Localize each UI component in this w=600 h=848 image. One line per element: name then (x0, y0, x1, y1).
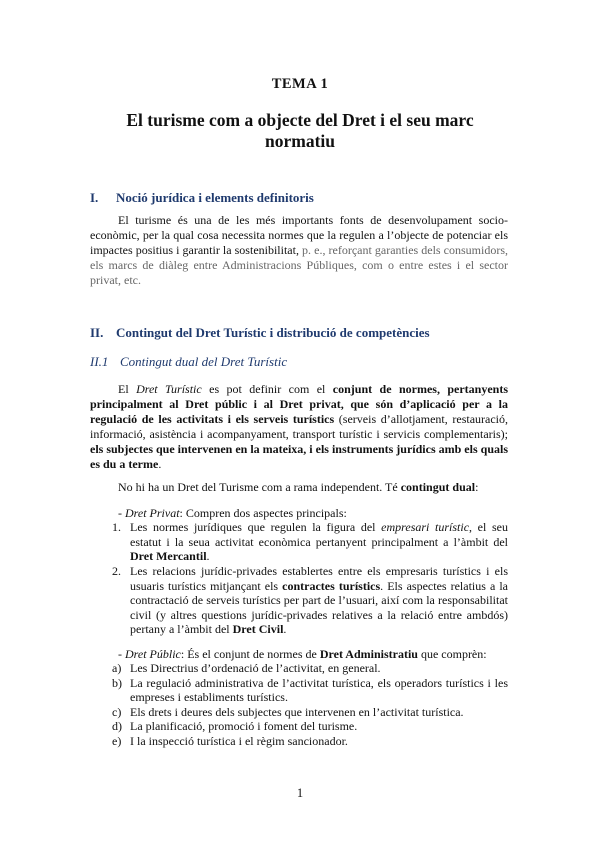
page-number: 1 (296, 786, 304, 800)
list-item-text: La regulació administrativa de l’activitat turística, els operadors turístics i les empreses i establiments turístics. (130, 675, 508, 704)
dret-public-label: - Dret Públic (118, 647, 181, 661)
list-marker: d) (112, 719, 122, 733)
definition-paragraph (90, 382, 508, 472)
list-item (112, 676, 508, 705)
text-run: (serveis d’allotjament, restauració, informació, asistència i acompanyament, transport turístic i servicis complementaris); (90, 412, 509, 441)
text-run: : Compren dos aspectes principals: (179, 506, 347, 520)
bold-term: contractes turístics (282, 578, 381, 593)
section-1-paragraph (90, 213, 508, 288)
text-run: . (158, 457, 162, 471)
text-run: . (206, 549, 210, 563)
text-run: Les normes jurídiques que regulen la figura del (130, 520, 382, 534)
dual-content-paragraph (90, 480, 508, 495)
bold-term: Dret Mercantil (130, 549, 207, 563)
dret-public-list (112, 661, 508, 748)
dret-public-intro (118, 647, 508, 662)
text-run: : (475, 480, 479, 494)
section-2-heading (90, 325, 520, 341)
bold-term: Dret Civil (232, 622, 284, 636)
bold-definition: conjunt de normes, pertanyents principalment al Dret públic i al Dret privat, que són d’aplicació per a la regulació de les activitats i els serveis turístics (90, 382, 509, 426)
section-1-title: Noció jurídica i elements definitoris (116, 190, 314, 205)
list-item-text: Les Directrius d’ordenació de l’activitat, en general. (130, 661, 381, 675)
list-item-text: La planificació, promoció i foment del turisme. (130, 719, 358, 733)
text-run: El (118, 382, 137, 396)
list-item (112, 520, 508, 564)
list-marker: b) (112, 675, 122, 690)
text-run: No hi ha un Dret del Turisme com a rama independent. Té (118, 480, 401, 494)
list-marker: a) (112, 661, 122, 675)
list-item (112, 705, 508, 720)
text-run: que comprèn: (417, 647, 487, 661)
dret-privat-intro (118, 506, 508, 521)
bold-subjects: els subjectes que intervenen en la mateixa, i els instruments jurídics amb els quals es du a terme (90, 442, 508, 471)
text-run: Les relacions jurídic-privades establertes entre els empresaris turístics i els usuaris turístics mitjançant els (130, 564, 508, 593)
list-item (112, 564, 508, 637)
bold-term: Dret Administratiu (319, 647, 418, 661)
text-run: , el seu estatut i la seua activitat econòmica pertanyent principalment a l’àmbit del (130, 520, 508, 549)
text-run: : És el conjunt de normes de (180, 647, 320, 661)
bold-contingut-dual: contingut dual (400, 480, 476, 494)
list-marker: 1. (112, 520, 121, 534)
document-title: El turisme com a objecte del Dret i el seu marc normatiu (126, 110, 474, 151)
subsection-2-1-heading (90, 354, 520, 370)
list-item-text: Els drets i deures dels subjectes que intervenen en l’activitat turística. (130, 704, 464, 719)
section-1-number: I. (90, 190, 99, 205)
italic-term: empresari turístic (381, 520, 470, 534)
list-item (112, 661, 508, 676)
section-2-number: II. (90, 325, 104, 340)
term-dret-turistic: Dret Turístic (136, 382, 202, 396)
subsection-2-1-title: Contingut dual del Dret Turístic (120, 354, 288, 369)
chapter-label: TEMA 1 (271, 76, 329, 92)
list-marker: e) (112, 733, 122, 748)
section-1-heading (90, 190, 520, 206)
list-item (112, 734, 508, 749)
list-item (112, 719, 508, 734)
dret-privat-list (112, 520, 508, 637)
list-marker: 2. (112, 564, 121, 578)
text-run: . Els aspectes relatius a la contractació de serveis turístics per part de l’usuari, així com la responsabilitat civil (y altres questions jurídic-privades relatives a la relació entre ambdós) pertany a l’àmbit del (130, 578, 509, 636)
dret-privat-label: - Dret Privat (118, 506, 180, 520)
paragraph-text: El turisme és una de les més importants fonts de desenvolupament socio-econòmic, per la qual cosa necessita normes que la regulen a l’objecte de potenciar els impactes positius i garantir la sostenibilitat, (90, 213, 508, 257)
section-2-title: Contingut del Dret Turístic i distribució de competències (116, 325, 430, 340)
list-marker: c) (112, 704, 122, 719)
text-run: es pot definir com el (201, 382, 333, 396)
text-run: . (283, 622, 287, 636)
subsection-2-1-number: II.1 (90, 354, 109, 369)
list-item-text: I la inspecció turística i el règim sancionador. (130, 733, 348, 748)
paragraph-example-text: p. e., reforçant garanties dels consumidors, els marcs de diàleg entre Administracions Públiques, com o entre estes i el sector privat, etc. (90, 243, 508, 287)
